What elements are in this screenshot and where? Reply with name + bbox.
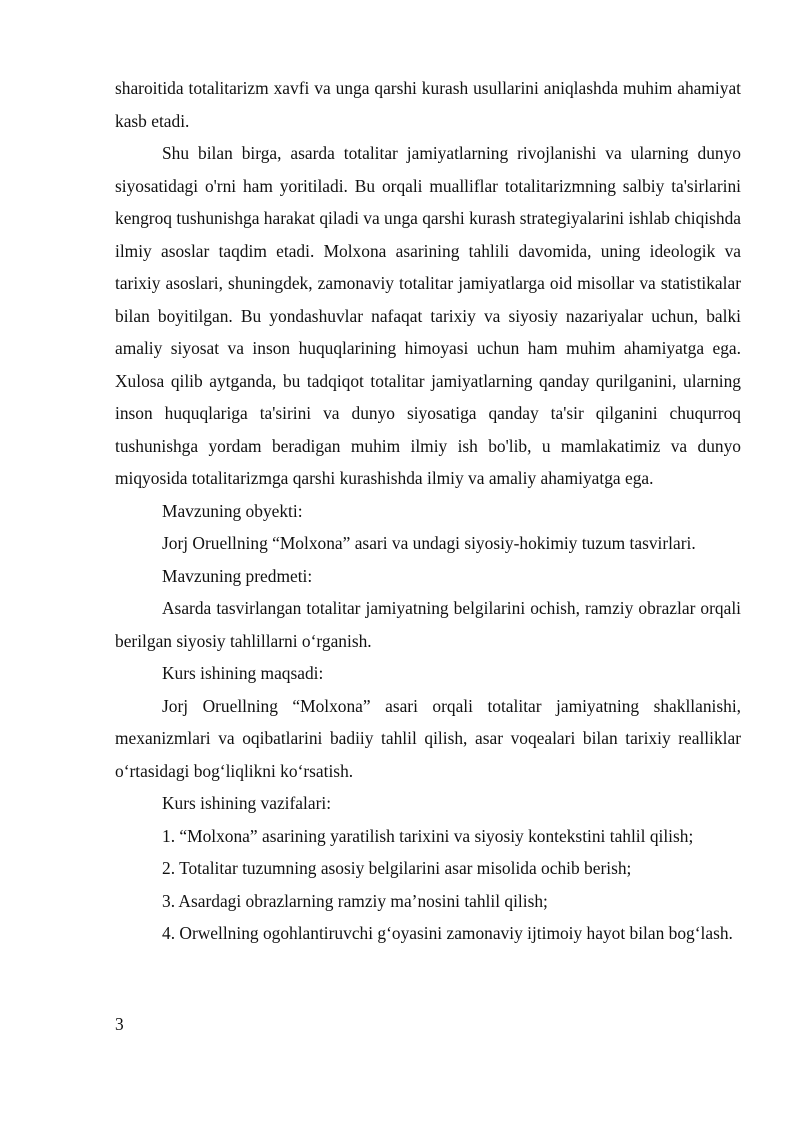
task-item: 4. Orwellning ogohlantiruvchi g‘oyasini zamonaviy ijtimoiy hayot bilan bog‘lash. bbox=[162, 923, 733, 943]
paragraph-subject: Asarda tasvirlangan totalitar jamiyatning belgilarini ochish, ramziy obrazlar orqali berilgan siyosiy tahlillarni o‘rganish. bbox=[115, 598, 741, 651]
task-item: 1. “Molxona” asarining yaratilish tarixini va siyosiy kontekstini tahlil qilish; bbox=[162, 825, 694, 846]
heading-object: Mavzuning obyekti: bbox=[162, 500, 303, 521]
paragraph-continuation: sharoitida totalitarizm xavfi va unga qarshi kurash usullarini aniqlashda muhim ahamiyat kasb etadi. bbox=[115, 78, 741, 131]
task-item: 2. Totalitar tuzumning asosiy belgilarini asar misolida ochib berish; bbox=[162, 858, 632, 878]
paragraph-main: Shu bilan birga, asarda totalitar jamiyatlarning rivojlanishi va ularning dunyo siyosatidagi o'rni ham yoritiladi. Bu orqali mualliflar totalitarizmning salbiy ta'sirlarini kengroq tushunishga harakat qiladi va unga qarshi kurash strategiyalarini ishlab chiqishda ilmiy asoslar taqdim etadi. Molxona asarining tahlili davomida, uning ideologik va tarixiy asoslari, shuningdek, zamonaviy totalitar jamiyatlarga oid misollar va statistikalar bilan boyitilgan. Bu yondashuvlar nafaqat tarixiy va siyosiy nazariyalar uchun, balki amaliy siyosat va inson huquqlarining himoyasi uchun ham muhim ahamiyatga ega. Xulosa qilib aytganda, bu tadqiqot totalitar jamiyatlarning qanday qurilganini, ularning inson huquqlariga ta'sirini va dunyo siyosatiga qanday ta'sir qilganini chuqurroq tushunishga yordam beradigan muhim ilmiy ish bo'lib, u mamlakatimiz va dunyo miqyosida totalitarizmga qarshi kurashishda ilmiy va amaliy ahamiyatga ega. bbox=[115, 143, 741, 488]
paragraph-goal: Jorj Oruellning “Molxona” asari orqali totalitar jamiyatning shakllanishi, mexanizmlari va oqibatlarini badiiy tahlil qilish, asar voqealari bilan tarixiy realliklar o‘rtasidagi bog‘liqlikni ko‘rsatish. bbox=[115, 695, 741, 781]
task-item: 3. Asardagi obrazlarning ramziy ma’nosini tahlil qilish; bbox=[162, 890, 548, 911]
page-number: 3 bbox=[115, 1014, 124, 1034]
heading-goal: Kurs ishining maqsadi: bbox=[162, 663, 324, 683]
heading-subject: Mavzuning predmeti: bbox=[162, 565, 313, 586]
paragraph-object: Jorj Oruellning “Molxona” asari va undagi siyosiy-hokimiy tuzum tasvirlari. bbox=[162, 533, 696, 553]
heading-tasks: Kurs ishining vazifalari: bbox=[162, 793, 332, 813]
body-text bbox=[115, 72, 741, 950]
